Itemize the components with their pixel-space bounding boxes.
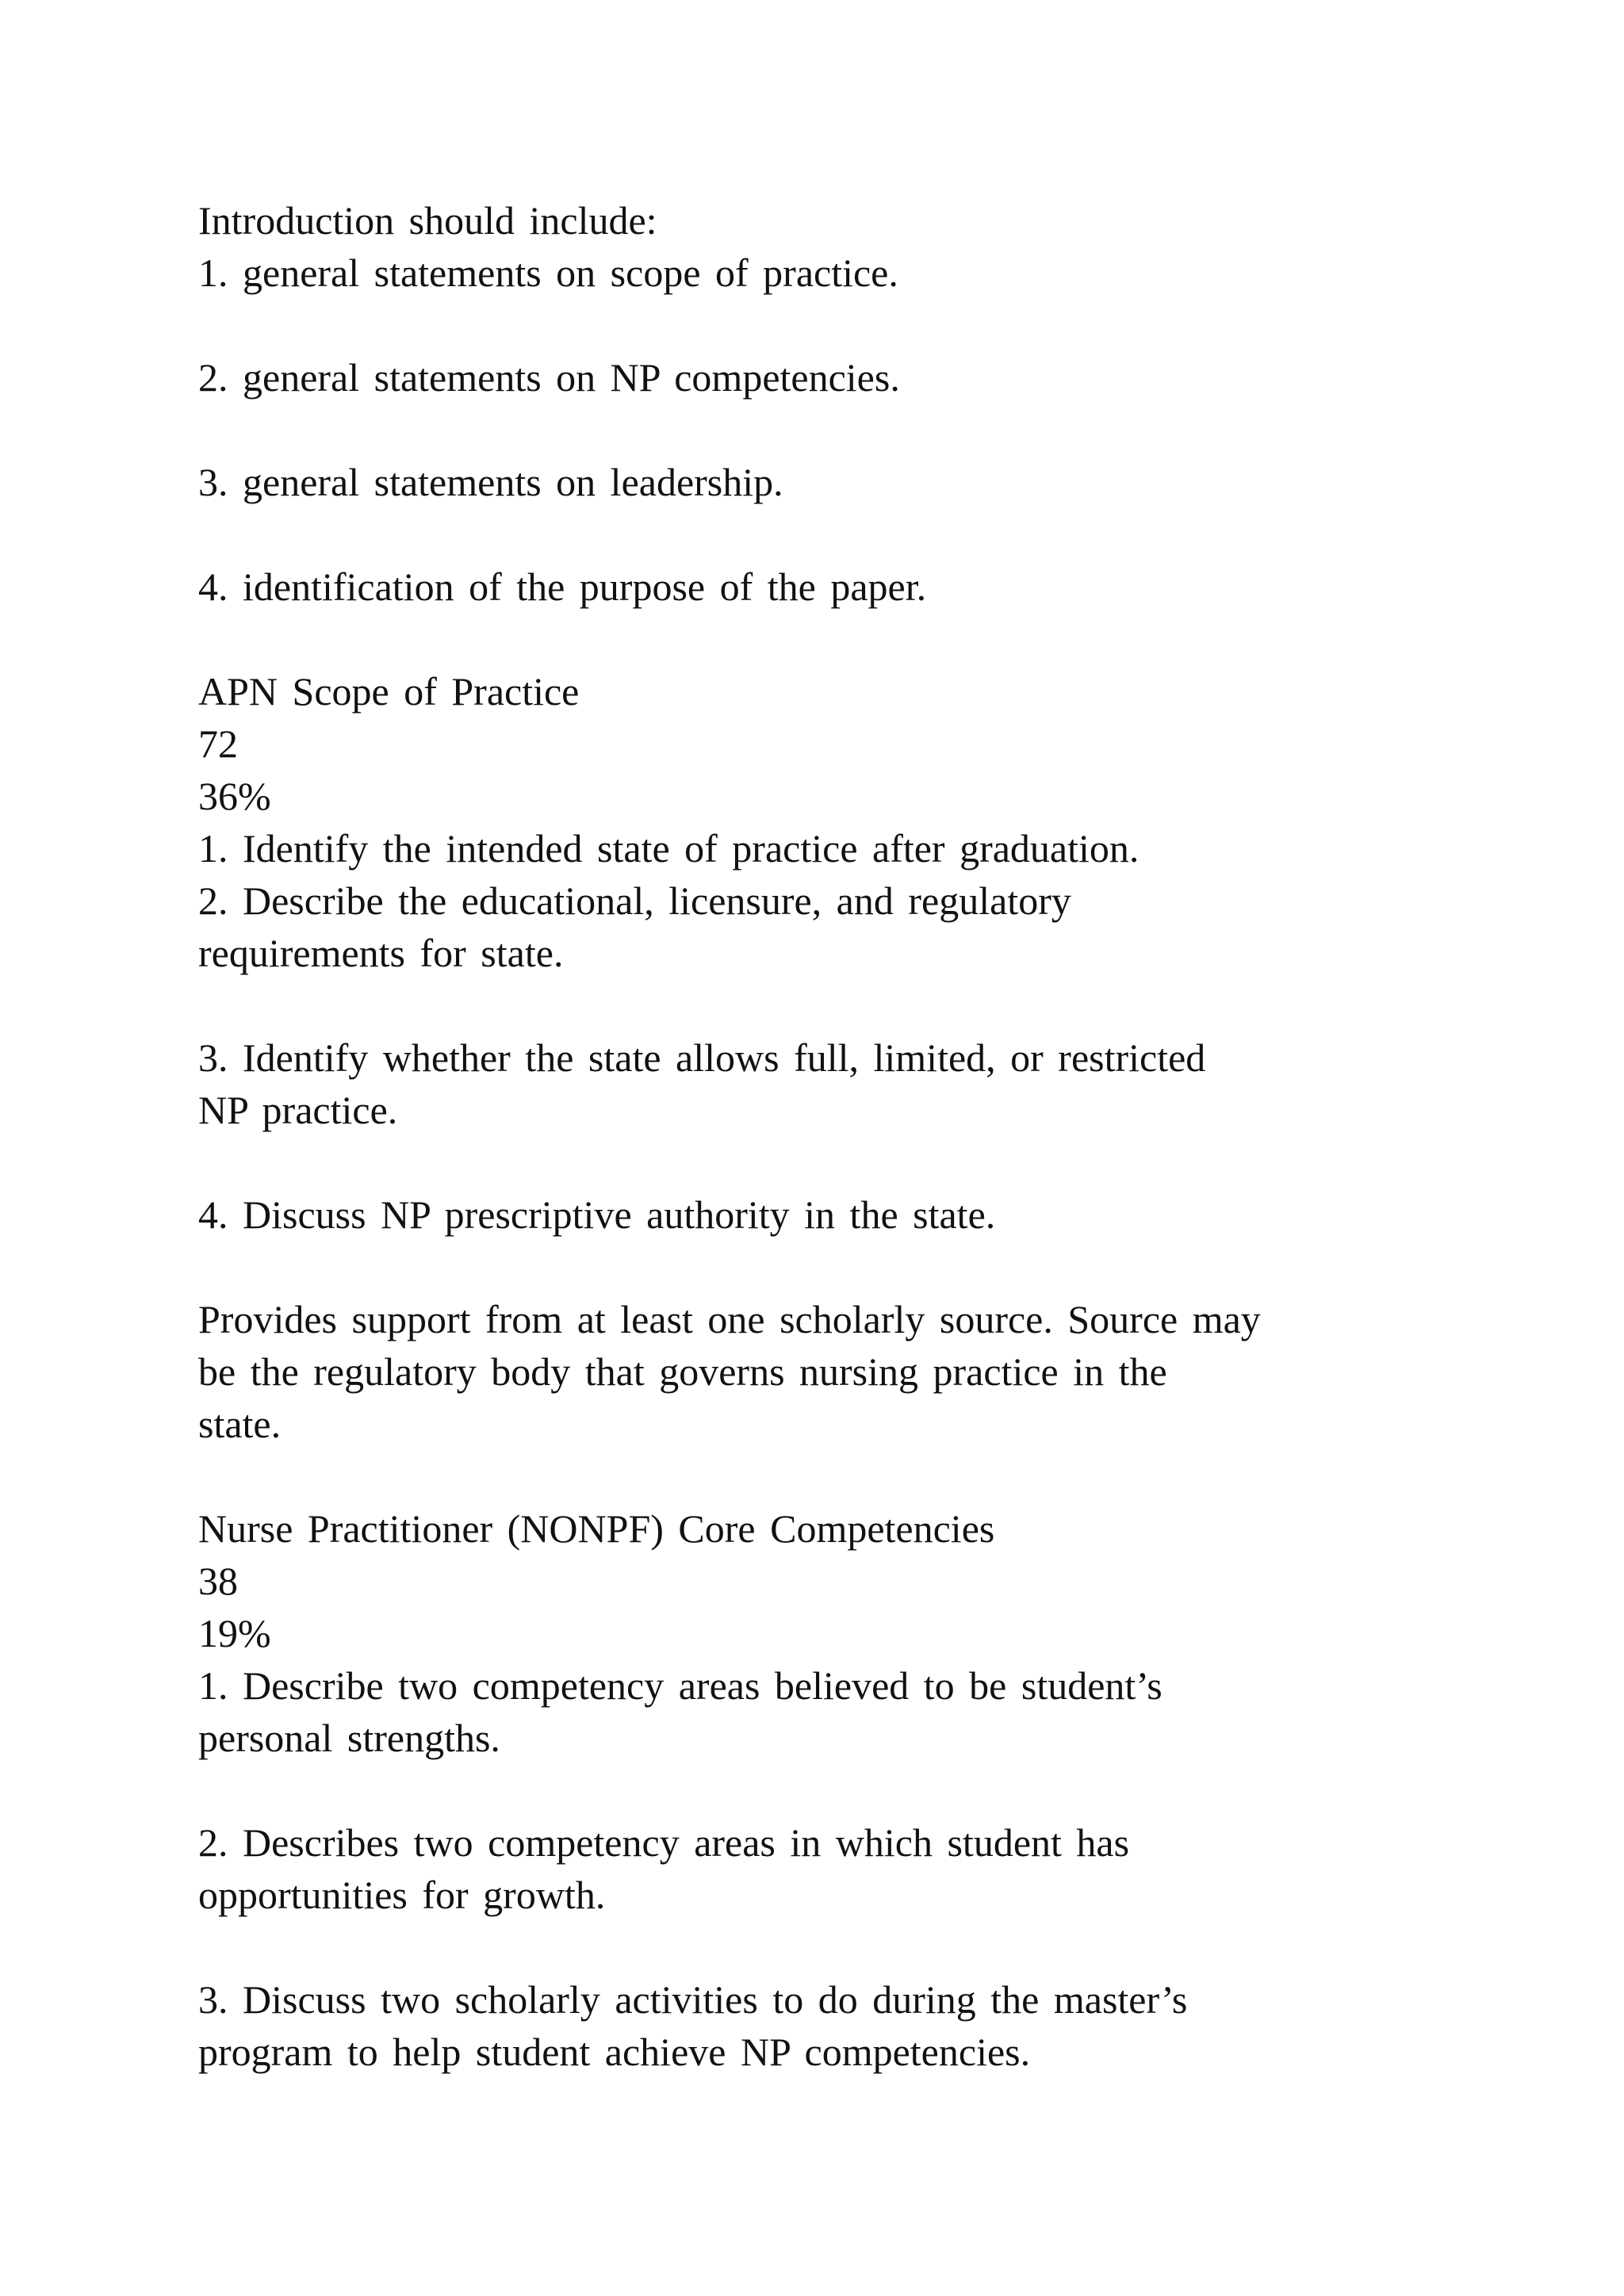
competencies-percent: 19% — [198, 1611, 271, 1655]
competencies-points: 38 — [198, 1559, 238, 1603]
scope-percent: 36% — [198, 774, 271, 818]
competencies-item-1-line-2: personal strengths. — [198, 1716, 500, 1760]
scope-support-line-1: Provides support from at least one scholarly source. Source may — [198, 1297, 1261, 1341]
competencies-item-3-line-1: 3. Discuss two scholarly activities to do during the master’s — [198, 1977, 1188, 2022]
scope-item-2-line-1: 2. Describe the educational, licensure, and regulatory — [198, 878, 1071, 923]
intro-item-4: 4. identification of the purpose of the paper. — [198, 564, 927, 609]
competencies-item-1-line-1: 1. Describe two competency areas believed to be student’s — [198, 1663, 1162, 1708]
scope-item-4: 4. Discuss NP prescriptive authority in the state. — [198, 1192, 996, 1237]
scope-item-2-line-2: requirements for state. — [198, 931, 564, 975]
intro-item-2: 2. general statements on NP competencies. — [198, 355, 900, 400]
intro-item-1: 1. general statements on scope of practice. — [198, 251, 898, 295]
scope-support-line-3: state. — [198, 1402, 282, 1446]
scope-item-1: 1. Identify the intended state of practice after graduation. — [198, 826, 1139, 871]
scope-support-line-2: be the regulatory body that governs nursing practice in the — [198, 1349, 1167, 1394]
scope-heading: APN Scope of Practice — [198, 669, 580, 714]
scope-points: 72 — [198, 721, 238, 766]
competencies-heading: Nurse Practitioner (NONPF) Core Competencies — [198, 1506, 995, 1551]
scope-item-3-line-2: NP practice. — [198, 1088, 398, 1132]
competencies-item-3-line-2: program to help student achieve NP competencies. — [198, 2030, 1031, 2074]
intro-heading: Introduction should include: — [198, 198, 657, 243]
scope-item-3-line-1: 3. Identify whether the state allows full, limited, or restricted — [198, 1035, 1206, 1080]
competencies-item-2-line-1: 2. Describes two competency areas in which student has — [198, 1820, 1130, 1865]
competencies-item-2-line-2: opportunities for growth. — [198, 1873, 606, 1917]
intro-item-3: 3. general statements on leadership. — [198, 460, 783, 504]
